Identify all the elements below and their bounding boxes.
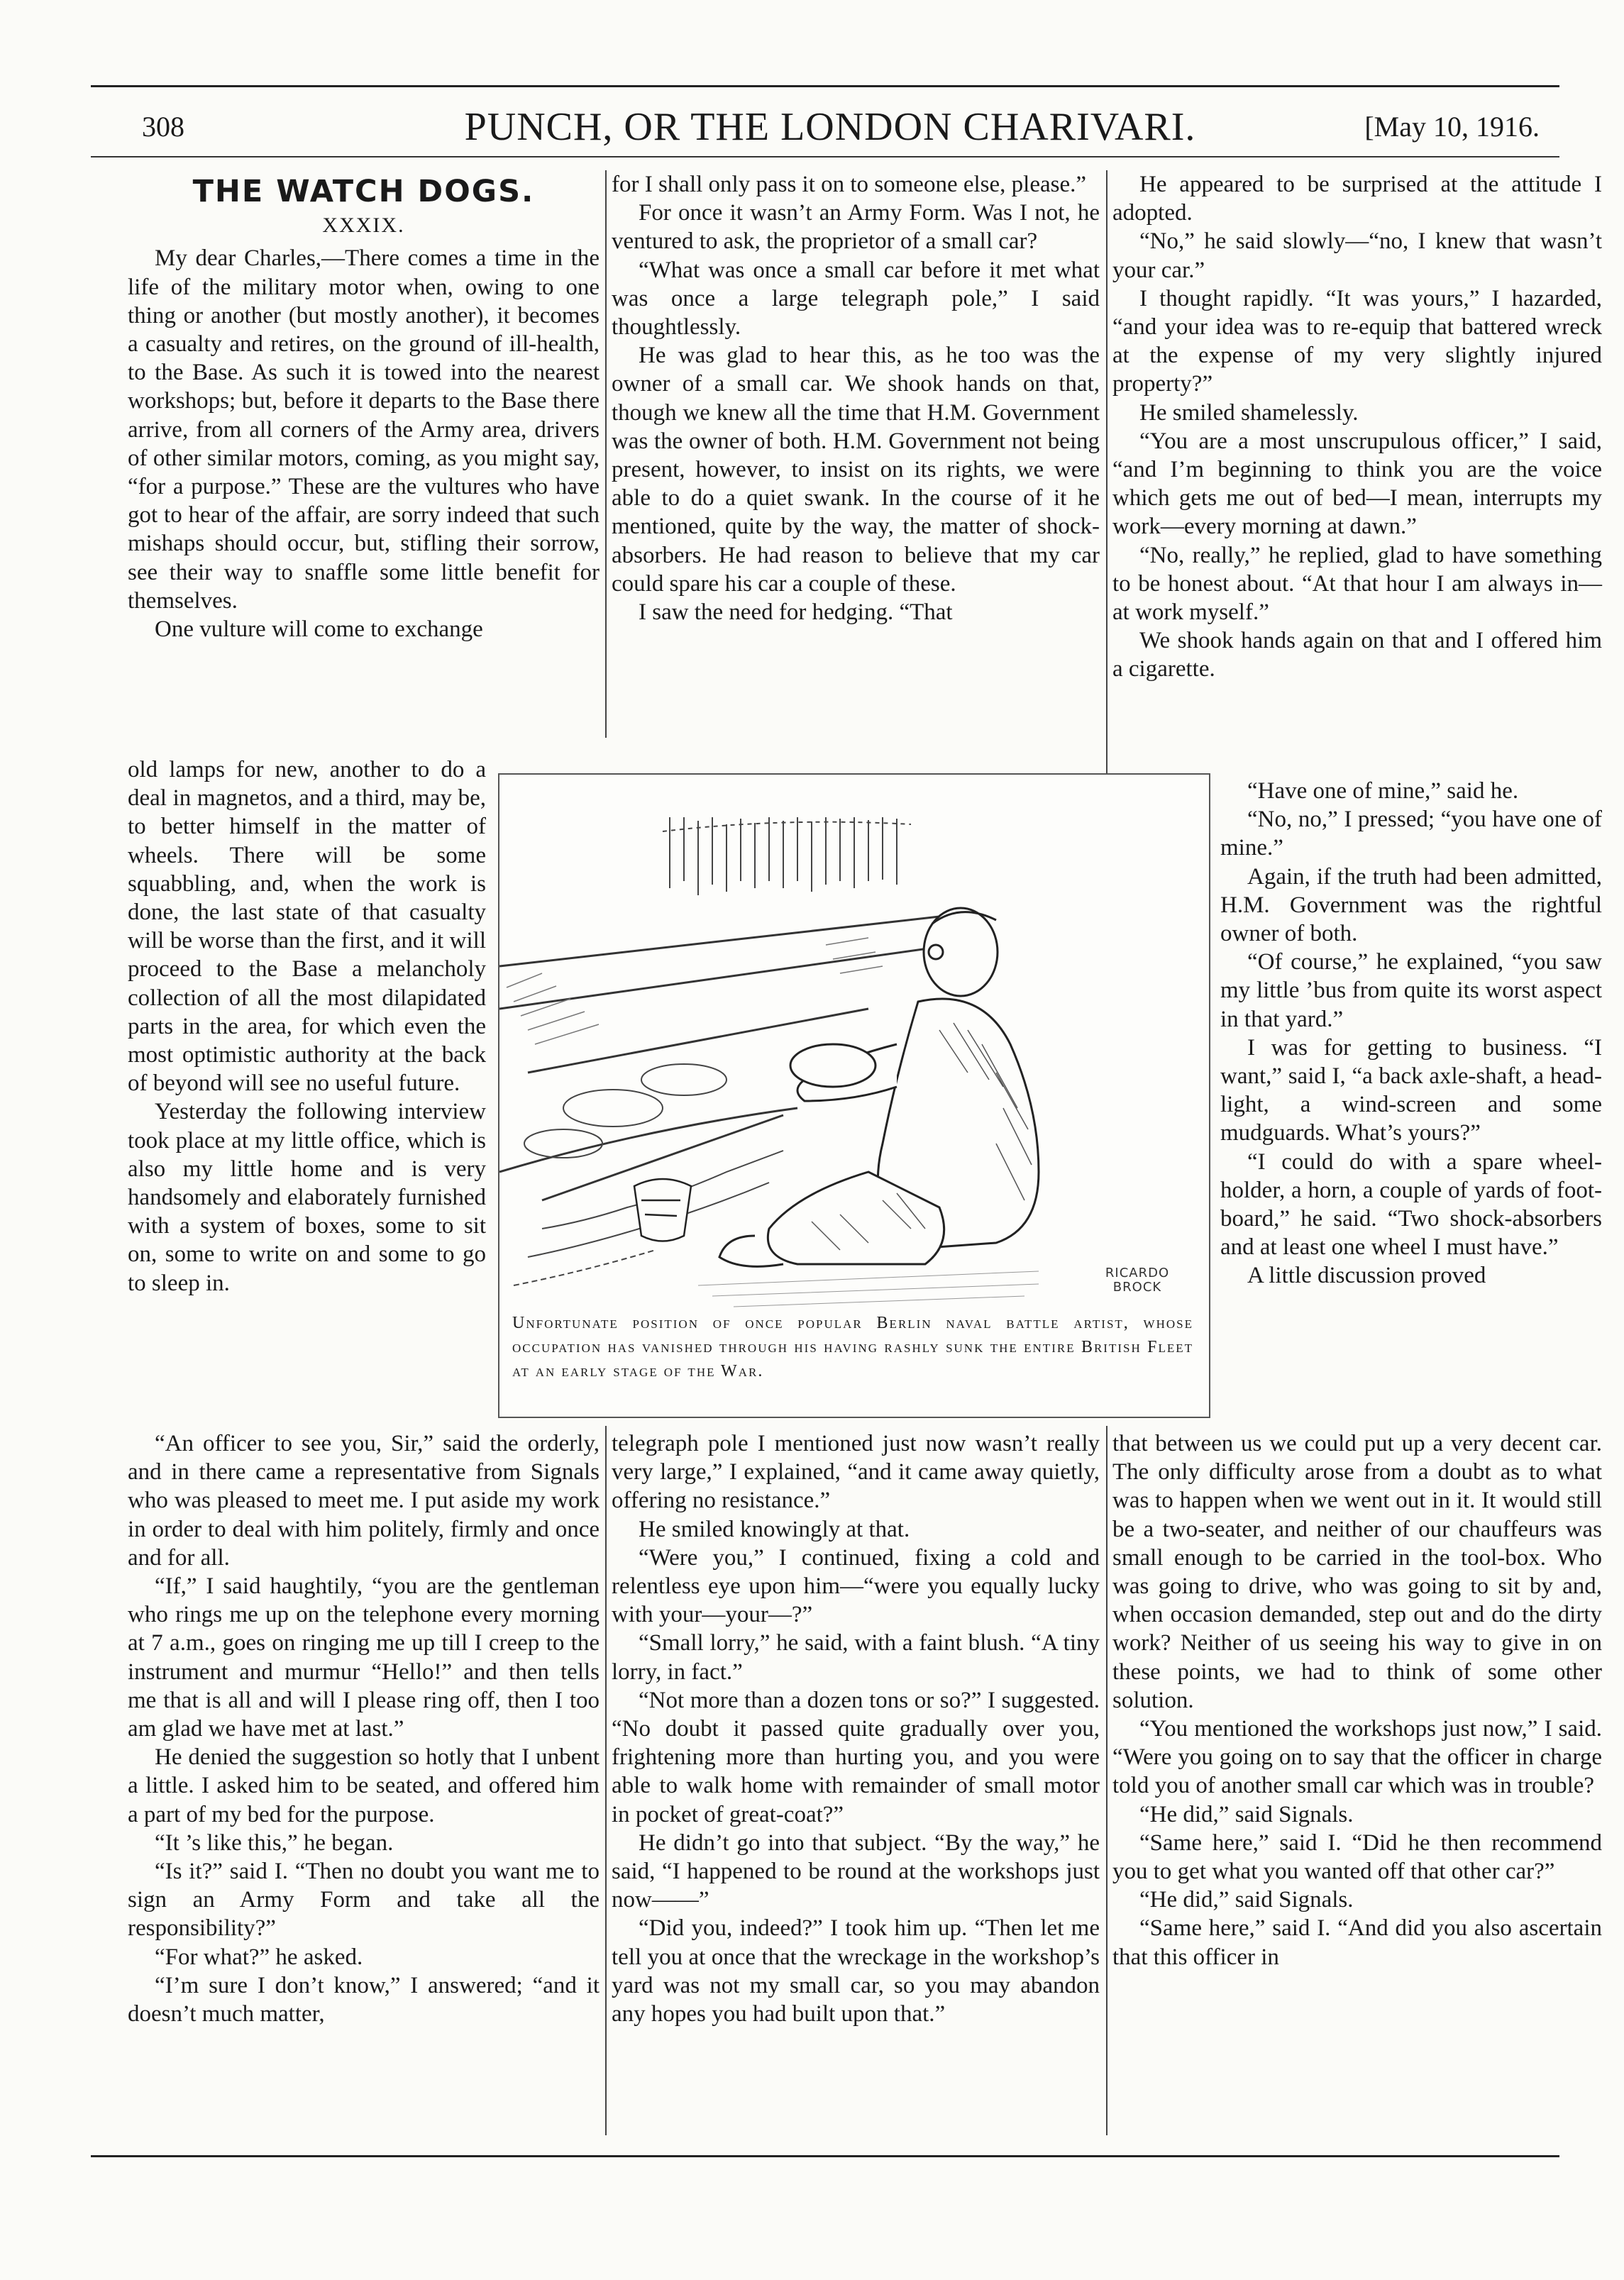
publication-title: PUNCH, OR THE LONDON CHARIVARI.: [464, 105, 1196, 149]
paragraph: “You are a most unscrupulous officer,” I said, “and I’m beginning to think you are the voice which gets me out of bed—I mean, interrupts my work—every morning at dawn.”: [1112, 428, 1602, 540]
signature-line-1: RICARDO: [1105, 1266, 1170, 1280]
paragraph: old lamps for new, another to do a deal in magnetos, and a third, may be, to better himself in the matter of wheels. There will be some squabbling, and, when the work is done, the last state of that casualty will be worse than the first, and it will proceed to the Base a melancholy collection of all the most dilapidated parts in the area, for which even the most optimistic authority at the back of beyond will see no useful future.: [128, 757, 486, 1097]
column-rule-left: [605, 170, 607, 738]
paragraph: “He did,” said Signals.: [1139, 1887, 1354, 1913]
paragraph: “I’m sure I don’t know,” I answered; “and it doesn’t much matter,: [128, 1972, 600, 2027]
paragraph: “I could do with a spare wheel-holder, a horn, a couple of yards of foot-board,” he said. “Two shock-absorbers and at least one wheel I must have.”: [1220, 1149, 1602, 1261]
paragraph: Again, if the truth had been admitted, H.M. Government was the rightful owner of both.: [1220, 863, 1602, 947]
paragraph: “Same here,” said I. “And did you also ascertain that this officer in: [1112, 1915, 1602, 1970]
paragraph: “What was once a small car before it met what was once a large telegraph pole,” I said thoughtlessly.: [612, 257, 1100, 341]
article-part-number: XXXIX.: [322, 214, 405, 238]
illustration-caption: Unfortunate position of once popular Berlin naval battle artist, whose occupation has vanished through his having rashly sunk the entire British Fleet at an early stage of the War.: [512, 1314, 1193, 1380]
paragraph: I was for getting to business. “I want,” said I, “a back axle-shaft, a head-light, a wind-screen and some mudguards. What’s yours?”: [1220, 1034, 1602, 1146]
column-3-middle: [1220, 777, 1602, 1290]
column-3-bottom: [1112, 1429, 1602, 1971]
column-rule-right-lower: [1106, 1426, 1107, 2135]
artist-signature: [1084, 1266, 1191, 1295]
header-rule: [91, 156, 1559, 157]
paragraph: for I shall only pass it on to someone else, please.”: [612, 172, 1087, 197]
column-rule-left-lower: [605, 1426, 607, 2135]
paragraph: For once it wasn’t an Army Form. Was I not, he ventured to ask, the proprietor of a small car?: [612, 200, 1100, 255]
paragraph: “Is it?” said I. “Then no doubt you want me to sign an Army Form and take all the responsibility?”: [128, 1859, 600, 1942]
paragraph: He smiled knowingly at that.: [639, 1516, 910, 1542]
paragraph: “You mentioned the workshops just now,” I said. “Were you going on to say that the officer in charge told you of another small car which was in trouble?: [1112, 1716, 1602, 1799]
paragraph: He didn’t go into that subject. “By the way,” he said, “I happened to be round at the workshops just now——”: [612, 1830, 1100, 1913]
column-1-bottom: [128, 1429, 600, 2028]
column-1-top: [128, 170, 600, 643]
paragraph: One vulture will come to exchange: [155, 616, 483, 643]
paragraph: My dear Charles,—There comes a time in the life of the military motor when, owing to one thing or another (but mostly another), it becomes a casualty and retires, on the ground of ill-health, to the Base. As such it is towed into the nearest workshops; but, before it departs to the Base there arrive, from all corners of the Army area, drivers of other similar motors, coming, as you might say, “for a purpose.” These are the vultures who have got to hear of the affair, are sorry indeed that such mishaps should occur, but, stifling their sorrow, see their way to snaffle some little benefit for themselves.: [128, 245, 600, 614]
paragraph: We shook hands again on that and I offered him a cigarette.: [1112, 628, 1602, 682]
column-3-top: [1112, 170, 1602, 684]
paragraph: “Not more than a dozen tons or so?” I suggested. “No doubt it passed quite gradually over you, frightening more than hurting you, and you were able to walk home with remainder of small motor in pocket of great-coat?”: [612, 1687, 1100, 1827]
paragraph: I saw the need for hedging. “That: [639, 599, 953, 626]
paragraph: He denied the suggestion so hotly that I unbent a little. I asked him to be seated, and offered him a part of my bed for the purpose.: [128, 1744, 600, 1827]
paragraph: “Did you, indeed?” I took him up. “Then let me tell you at once that the wreckage in the workshop’s yard was not my small car, so you may abandon any hopes you had built upon that.”: [612, 1915, 1100, 2027]
paragraph: He appeared to be surprised at the attitude I adopted.: [1112, 172, 1602, 226]
paragraph: “It ’s like this,” he began.: [155, 1830, 394, 1856]
column-rule-right: [1106, 170, 1107, 773]
paragraph: “No, no,” I pressed; “you have one of mine.”: [1220, 807, 1602, 861]
paragraph: “No,” he said slowly—“no, I knew that wasn’t your car.”: [1112, 228, 1602, 283]
paragraph: Yesterday the following interview took place at my little office, which is also my little home and is very handsomely and elaborately furnished with a system of boxes, some to sit on, some to write on and some to go to sleep in.: [128, 1099, 486, 1296]
paragraph: “For what?” he asked.: [155, 1944, 363, 1970]
paragraph: “Small lorry,” he said, with a faint blush. “A tiny lorry, in fact.”: [612, 1630, 1100, 1685]
signature-line-2: BROCK: [1112, 1280, 1162, 1295]
paragraph: “Same here,” said I. “Did he then recommend you to get what you wanted off that other car?”: [1112, 1830, 1602, 1885]
paragraph: “Were you,” I continued, fixing a cold and relentless eye upon him—“were you equally lucky with your—your—?”: [612, 1544, 1100, 1628]
paragraph: “He did,” said Signals.: [1139, 1801, 1354, 1827]
page-number: 308: [142, 111, 184, 143]
paragraph: “An officer to see you, Sir,” said the orderly, and in there came a representative from Signals who was pleased to meet me. I put aside my work in order to deal with him politely, firmly and once and for all.: [128, 1431, 600, 1571]
column-2-top: [612, 170, 1100, 626]
paragraph: He was glad to hear this, as he too was the owner of a small car. We shook hands on that, though we knew all the time that H.M. Government was the owner of both. H.M. Government not being present, however, to insist on its rights, we were able to do a quiet swank. In the course of it he mentioned, quite by the way, the matter of shock-absorbers. He had reason to believe that my car could spare his car a couple of these.: [612, 343, 1100, 597]
page-header: [99, 96, 1561, 160]
paragraph: I thought rapidly. “It was yours,” I hazarded, “and your idea was to re-equip that battered wreck at the expense of my very slightly injured property?”: [1112, 285, 1602, 397]
paragraph: “No, really,” he replied, glad to have something to be honest about. “At that hour I am always in—at work myself.”: [1112, 542, 1602, 626]
paragraph: “Have one of mine,” said he.: [1247, 778, 1519, 804]
paragraph: “If,” I said haughtily, “you are the gentleman who rings me up on the telephone every morning at 7 a.m., goes on ringing me up till I creep to the instrument and murmur “Hello!” and then tells me that is all and will I please ring off, then I too am glad we have met at last.”: [128, 1573, 600, 1742]
paragraph: “Of course,” he explained, “you saw my little ’bus from quite its worst aspect in that yard.”: [1220, 949, 1602, 1032]
paragraph: telegraph pole I mentioned just now wasn’t really very large,” I explained, “and it came away quietly, offering no resistance.”: [612, 1431, 1100, 1514]
paragraph: A little discussion proved: [1247, 1263, 1486, 1289]
paragraph: He smiled shamelessly.: [1139, 399, 1359, 426]
article-title: THE WATCH DOGS.: [192, 174, 535, 209]
issue-date: [May 10, 1916.: [1364, 111, 1540, 143]
column-2-bottom: [612, 1429, 1100, 2028]
paragraph: that between us we could put up a very decent car. The only difficulty arose from a doubt as to what was to happen when we went out in it. It would still be a two-seater, and neither of our chauffeurs was small enough to be carried in the tool-box. Who was going to drive, who was going to sit by and, when occasion demanded, step out and do the dirty work? Neither of us seeing his way to give in on these points, we had to think of some other solution.: [1112, 1431, 1602, 1713]
column-1-middle: [128, 756, 486, 1297]
